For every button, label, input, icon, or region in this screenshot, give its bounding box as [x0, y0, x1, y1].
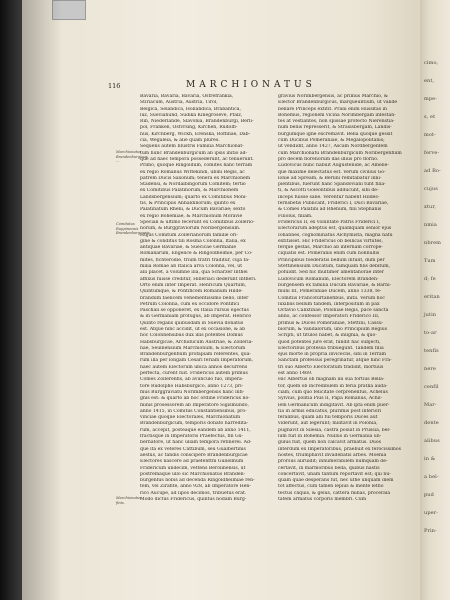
text-line: vinciae quoque Electorales, Marchionatum	[140, 415, 241, 421]
text-line: Quintumque, & Pontificem Romanum Hilde-	[140, 289, 243, 295]
text-line: nus, Kirchberg, Wickh, Erenska, Roffinae, Dab-	[140, 131, 251, 137]
text-line: Palatinatum Rheni, & Ducum Bavariae; sexto	[140, 207, 246, 213]
right-page-fragment: Mar-	[424, 402, 437, 408]
right-page-fragment: dente	[424, 420, 439, 426]
text-line: Sequens autem Illustris Familia Marchionat-	[140, 144, 244, 150]
text-line: que maxime delectatus est. Verum civilius Go-	[278, 169, 386, 175]
text-column-left	[140, 94, 270, 503]
text-line: biorum, & Vandalorum, uno Principium Regius	[278, 326, 388, 332]
text-line: interdum ex Imperatoribus, praebuit ex ferocissimos	[278, 446, 402, 452]
page-marker-tab	[52, 0, 86, 20]
text-line: & Comes Palatini ad Rhenum, filii Stephanis	[278, 207, 382, 213]
text-line: gnis est: & quarto ab hoc ordine Fridericus no-	[140, 396, 250, 402]
text-line: Ludovicum Romanum, Electorem Branden-	[278, 276, 379, 282]
text-line: ciam, cum quo felicitate cerprehenfus, Achelus	[278, 389, 388, 395]
right-page-fragment: jutin	[424, 312, 437, 318]
left-page	[22, 0, 420, 600]
text-column-right	[278, 94, 410, 503]
text-line: viderunt, aut legerunt; militavit in Polonia,	[278, 421, 378, 427]
text-line: pol, Franken, Ostvrsing, Kirchen, Rudolfi-	[140, 125, 238, 131]
text-line: ejus morte in propria inviceclis, sibi in Terram	[278, 352, 386, 358]
text-line: Comes Zollerenfis, ab avunculo fuo, Impera-	[140, 377, 244, 383]
text-line: Rin, Niederlande, Slavonia, Brandenburgi, Berli-	[140, 119, 254, 125]
text-line: Belgica, Selandica, Hollandica, Brabantica,	[140, 106, 241, 112]
text-line: Stadensi, & Nordalbingorum Comitem; tertio	[140, 182, 246, 188]
text-line: pugnavit in Silesia, castra posuit in Prussia, bel-	[278, 427, 391, 433]
right-page-fragment: cimo,	[424, 60, 439, 66]
text-line: ex regio Bohemiae, & Marchionum Moravie	[140, 213, 243, 219]
text-line: Fridericum undecim, vettens Berolinensis, ut	[140, 465, 246, 471]
text-line: mus Burggraviatu Norimbergensis hanc infi-	[140, 389, 245, 395]
right-page-fragment: pud	[424, 492, 434, 498]
text-line: gulus fuit, quem non calcavit armatus. Duos	[278, 440, 381, 446]
text-line: tatem armatus corporis membri. Cum	[278, 497, 367, 502]
text-line: Sylvius, politia Pius II, Papa Romanus, Achil-	[278, 396, 383, 402]
text-line: Electores nascere ad praefenttm Gulielmum	[140, 459, 244, 465]
text-line: primus & Duces Pomeraniae, Stettini, Cassu-	[278, 320, 384, 326]
right-page-fragment: to-ar	[424, 330, 437, 336]
right-page-fragment: d; fe	[424, 276, 436, 282]
text-line: lem Germanicum indigitavit. Ab ipfa enim puer-	[278, 402, 390, 408]
text-line: aestus, ac tandis conscipere Brandenburgicae	[140, 452, 248, 458]
text-line: que ita ex veteres Cattibum, seu Gualbertinis	[140, 446, 246, 452]
text-line: Ludovicus hunc habuit Augustenide, ac Amelie-	[278, 163, 389, 169]
text-line: cum Ducibus Pomeraniae, & Megalopolitanis;	[278, 138, 385, 144]
right-page-fragment: in &	[424, 456, 436, 462]
text-line: haec autem Electorum ubica annos decurrens	[140, 364, 248, 370]
text-line: luz, Sueviahund, Sudika Kinegroseve, Pfalz,	[140, 112, 243, 118]
right-page-fragment: ferve-	[424, 150, 440, 156]
running-title: MARCHIONATUS	[186, 80, 316, 90]
right-page-fragment: Prin-	[424, 528, 437, 534]
text-line: Modo dictus Fridericus, quintus nodam Burg-	[140, 497, 247, 502]
text-line: Bavaria, Bavaria, Bavaria, Ostrefrankia,	[140, 94, 234, 99]
text-line: brandum faelicem vehementissimo bello, inter	[140, 295, 249, 301]
text-line: muni III, Pomeraniae Ducem, anno 1338, fe-	[278, 289, 382, 295]
text-line: Hic Albertus ob magnam illi sua fortius Bella-	[278, 377, 385, 383]
text-line: Electorarum adeptus est, quamquam senior ejus	[278, 226, 392, 232]
right-page-fragment: cujus	[424, 186, 438, 192]
text-line: inceps fuisse sane. Verentur habent Hildes-	[278, 194, 380, 200]
right-page-fragment: uper-	[424, 510, 438, 516]
text-line: perfecta, curent fuit. Fridericus autem primus	[140, 371, 248, 377]
right-page-fragment: s, et	[424, 114, 436, 120]
text-line: rum illa per longam Cesari feriam Imperatorum,	[140, 358, 254, 364]
text-line: Stiriacum, Austria, Austria, Tirol,	[140, 100, 218, 106]
text-line: Romanarum, Engelice & Ringoldheimie, per Co-	[140, 251, 253, 257]
text-line: tor, quem ob incredibilem in feria pratlia auda-	[278, 383, 388, 389]
text-line: lonie ad Spream, & Berlini remitabatur inni-	[278, 175, 382, 181]
text-line: gravius Norimbergensis, ac primus Marchio, &	[278, 94, 389, 99]
text-line: feralibus, quam alli fui temporis Duces aut	[278, 415, 378, 421]
text-line: certavit, in marmoribus bella, quibus hastis	[278, 465, 380, 471]
text-line: bernatore, ut hanc ullam tempora retinerei. Ad-	[140, 440, 252, 446]
text-line: tri suo Alberto Electoratum tradidit, mortuus	[278, 364, 384, 370]
text-line: anno 1415, in Comitiis Constantiensibus, pro-	[140, 408, 247, 414]
text-line: pofuidit. Sed hic multimer amentahorae inter	[278, 270, 384, 276]
text-line: Scripti, ut titulos habet, & inlignia, & quo-	[278, 333, 377, 339]
text-line: ex Comitibus Palatinorum, & Marchionem	[140, 188, 239, 194]
right-page-fragment: nere	[424, 366, 436, 372]
text-line: hoc Colonnensibus dux illis potentes Domus	[140, 333, 243, 339]
right-page-fragment: alibus	[424, 438, 440, 444]
text-line: Iohannes, cognominatus Alchymista, magna natu	[278, 232, 393, 238]
text-line: ciquatis est. Pomeranis enim cum nonnullis	[278, 251, 380, 257]
text-line: alii placet, a volumne illa, qua Scharzer Inthei	[140, 270, 248, 276]
text-line: pientibus, fuerunt hanc Spandoviani tunt filia-	[278, 182, 386, 188]
text-line: & in Germaniam profugus, ab Imperat. Henrico	[140, 314, 252, 320]
text-line: rico Aucupe, ad lipos decimos, tribuetus erat.	[140, 490, 247, 496]
text-line: ferque gestas, Marchio ab infernam corrope-	[278, 245, 383, 251]
text-line: postremaque ullo sic Marchionatus Branden-	[140, 471, 246, 477]
text-line: tum hunc Brandenburgicum ab ipsis initio ad-	[140, 150, 248, 156]
text-line: pro decem florenorum das illius pro florno.	[278, 156, 379, 162]
text-line: Landsbergensium; quarto ex Comitibus Moni-	[140, 194, 247, 200]
text-line: quod potentes jure erat, fundit hac subjecti,	[278, 339, 381, 345]
text-line: ex regio Romanus Wittekindi, ubini Regis, ac	[140, 169, 245, 175]
text-line: est. Atque hinc accidit, ut ex occasione, & ab	[140, 326, 246, 332]
right-page-fragment: cenfil	[424, 384, 439, 390]
text-line: hostes, triumphavit invadebatis arbes. Moenia	[278, 452, 387, 458]
text-line: Brandenburgenfium profapiam referentes, qua-	[140, 352, 251, 358]
text-line: Octavio Calixtinae, Poloniae Regis, pace sancta	[278, 308, 389, 314]
text-line: norum, & Burggraviorum Noribergensium.	[140, 226, 241, 232]
book-spine-left	[0, 0, 22, 600]
text-line: Principibus foederatis bellum intulit, dum per	[278, 257, 385, 263]
text-line: extitisset. Hic Fridericus ob bellicas virtutes,	[278, 238, 383, 244]
right-page-fragment: mpe-	[424, 96, 437, 102]
text-line: ut vendidit, anno 1427, Ascam Nordbergenfem	[278, 144, 388, 150]
right-page-fragment: mot-	[424, 132, 436, 138]
text-line: ti, & Ascotti Goleontibus adducunt, sibi de-	[278, 188, 379, 194]
gutter-shadow	[22, 0, 62, 600]
page-number: 116	[108, 82, 121, 90]
text-line: Quinto regalis quibusdam in Suevia donatus	[140, 320, 244, 326]
text-line: fractisque in Imperatoris Praefectus, fin Gu-	[140, 434, 244, 440]
text-line: Bohemus, regionem vicina Norimbergam infestan-	[278, 112, 396, 118]
text-line: Habsburgicae, Archiducum Austriae, & Zolleria-	[140, 339, 253, 345]
text-line: concertavit, unam tantum reportavit est; qui nu-	[278, 471, 391, 477]
text-line: luxiblis bellum tandem, interpositum in pax	[278, 301, 380, 307]
margin-note: Comitatus Ruppinensis Brandenburgensis.	[116, 222, 151, 236]
right-page-edge	[420, 0, 450, 600]
text-line: nae, Seulnensium Marchionum, & Electorum	[140, 345, 246, 351]
text-line: gine & conditus tili Rosma Colonna, Italia, ex	[140, 238, 246, 244]
text-line: Electoribus professa tribuegunt. Tandem filia	[278, 345, 384, 351]
right-page-fragment: nbrem	[424, 240, 442, 246]
text-line: est anno 1469.	[278, 371, 313, 377]
text-line: quam quae desperans fut, nec ufhe unquam diem	[278, 478, 394, 484]
text-line: bellare Princeps extitit. Pralii enim Hussitas in	[278, 106, 388, 112]
text-line: fernsbetis Publicant, Friderici I, Duci Bavariae,	[278, 201, 389, 207]
text-line: tem, vel Zirafite, anno 928, ab Imperatore Hen-	[140, 484, 251, 490]
text-line: Primo, quoque Ringoldum, comites hanc terram	[140, 163, 253, 169]
right-page-fragment: ad Bo-	[424, 168, 441, 174]
text-line: tectus cliquis, & gelus, cattera mihas, procerala	[278, 490, 391, 496]
right-page-fragment: a bel-	[424, 474, 439, 480]
margin-note: Marchionatus finis.	[116, 496, 142, 505]
text-line: Petrum Colonna, cum ex occidore Pontifici	[140, 301, 240, 307]
text-line: que ad haec tempora possederunt, ac tenuerunt.	[140, 156, 254, 162]
text-line: patrem Ducis Saxonum; tenera ex Marchionem	[140, 175, 251, 181]
text-line: Stettinensium Ducatum, tamquam filis debitum,	[278, 264, 391, 270]
text-line: Paschali se opponeret, ex Italia rursus eijectus	[140, 308, 249, 314]
text-line: Speciali & ultimo fecerunt ex Comitibus Zollerio-	[140, 219, 255, 225]
text-line: Sanctam professus peregrinatur, atque hinc Fra-	[278, 358, 392, 364]
text-line: Hujus Comitum Zollerianorum familie ori-	[140, 232, 238, 238]
text-line: minis prosessorem ab Imperatore Sigismundo,	[140, 402, 249, 408]
text-line: burgumque igne excremavit. Bella quoque gessit	[278, 131, 393, 137]
right-page-fragment: eritan	[424, 294, 440, 300]
text-line: mites, fichterodie, trium fratri traditur, cuja fa-	[140, 257, 250, 263]
text-line: Elector Brandenburgicus, marqueuntium, ut valide	[278, 100, 398, 106]
right-page-fragment: xtur,	[424, 204, 436, 210]
text-line: cum Marchionatu Brandenburgicum Noribergenfium	[278, 150, 402, 156]
text-line: cia, Wegaleia, & alie quam plures.	[140, 138, 220, 144]
text-line: Brandenburgicum, temporis donato harredita-	[140, 421, 249, 427]
text-line: lum fuit in Bohemia. Nullus in Germania un-	[278, 434, 382, 440]
text-line: tore Rudolpho Habsburgico, anno 1273, pri-	[140, 383, 244, 389]
text-line: tes at vestiantes, non spissae profecto Nierenstia-	[278, 119, 395, 125]
text-line: Filiolus, filiam.	[278, 213, 313, 219]
text-line: burgenfus nobis ad decenda Ringoldheimiae ren-	[140, 478, 255, 484]
right-page-fragment: ent,	[424, 78, 435, 84]
page-header	[108, 80, 408, 92]
text-line: num bellis represserit, & Strasisbergam, Landis-	[278, 125, 392, 131]
text-line: affixus fuisse creditur, Hilleriaci dederunt Intheri.	[140, 276, 257, 282]
text-line: burgensem ex familia Ducum Bavariae, & Barni-	[278, 282, 392, 288]
right-page-fragment: nmia	[424, 222, 437, 228]
text-line: Orto enim inter Imperat. Henricum Quartum,	[140, 282, 247, 288]
text-line: Comitiis Francofurtanefibus, initii. Verum hoc	[278, 295, 385, 301]
text-line: tia in armis educatus, plurimis post interiori	[278, 408, 382, 414]
text-line: Fridericus II, ex voluntate Patris Friderici I,	[278, 219, 381, 225]
right-page-fragment: tenfis	[424, 348, 439, 354]
text-line: milia Romae ab Italica arva Colonna, vel, ut	[140, 264, 243, 270]
text-line: antiquae Bavariae, & Suecicae Germanie	[140, 245, 237, 251]
text-line: prorsus aliruidit; innumerabilem numquam de-	[278, 459, 388, 465]
margin-note: Marchionatus Brandenburgicus ...	[116, 150, 148, 164]
text-line: rum, accepit, posteaque eandem ab anno 1411,	[140, 427, 251, 433]
text-line: tis, & Principiis Anhaldinorum; quinto ex	[140, 201, 236, 207]
text-line: tot affectus, cum tamen lepius & mente letho	[278, 484, 384, 490]
right-page-fragment: Tum	[424, 258, 436, 264]
text-line: anno, ac confessor Imperatori Friderico III,	[278, 314, 380, 320]
